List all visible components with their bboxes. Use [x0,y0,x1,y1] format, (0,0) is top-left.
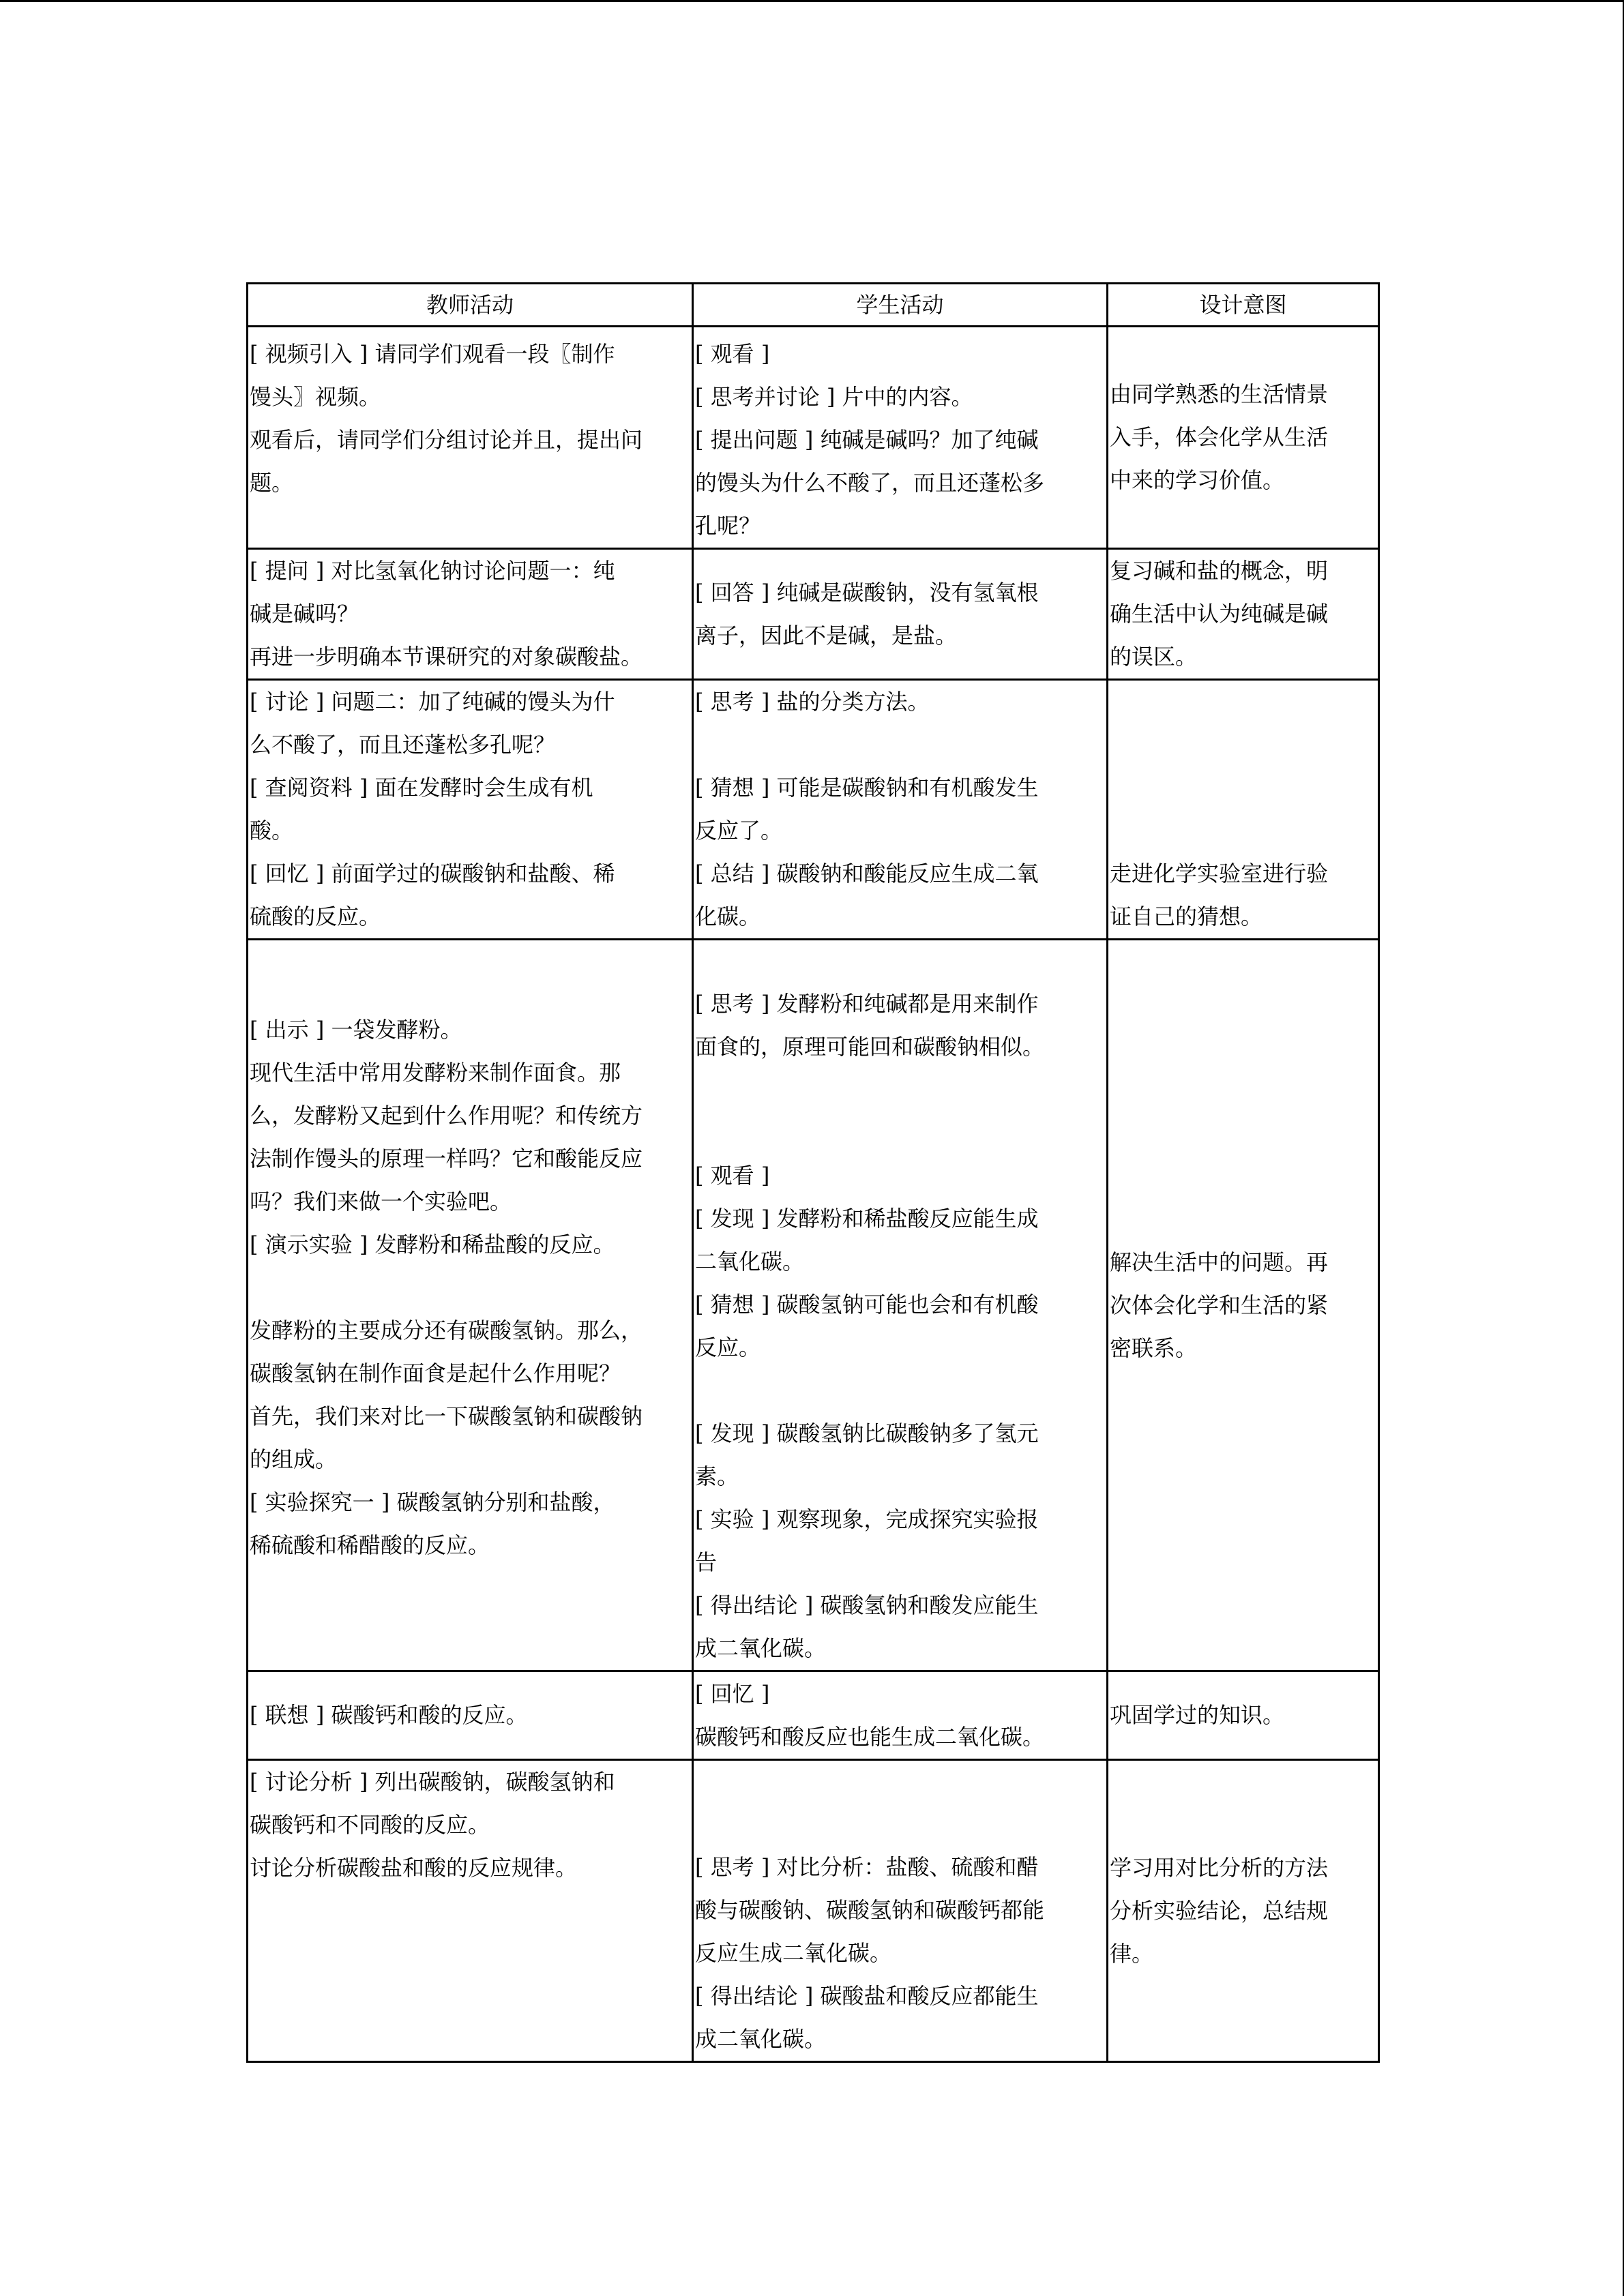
text-line: 巩固学过的知识。 [1110,1702,1285,1728]
text-line: [ 观看 ] [695,341,770,367]
teacher-activity-cell [248,940,693,1671]
teacher-activity-cell [248,1760,693,2062]
text-line: 碳酸钙和酸反应也能生成二氧化碳。 [695,1723,1045,1750]
student-activity-cell [693,1760,1108,2062]
text-line: 法制作馒头的原理一样吗？它和酸能反应 [250,1146,643,1172]
text-line: 走进化学实验室进行验 [1110,861,1329,886]
text-line: [ 出示 ] 一袋发酵粉。 [250,1017,462,1043]
text-line: 密联系。 [1110,1335,1198,1361]
text-line: [ 演示实验 ] 发酵粉和稀盐酸的反应。 [250,1232,615,1257]
text-line: 碳酸钙和不同酸的反应。 [250,1812,490,1838]
design-intent-cell [1108,1760,1379,2062]
text-line: [ 提问 ] 对比氢氧化钠讨论问题一：纯 [250,558,615,584]
design-intent-cell [1108,680,1379,940]
text-line: [ 思考 ] 盐的分类方法。 [695,689,930,715]
student-activity-cell [693,327,1108,549]
text-line: 中来的学习价值。 [1110,467,1285,493]
text-line: [ 思考并讨论 ] 片中的内容。 [695,384,973,410]
text-line: 吗？我们来做一个实验吧。 [250,1189,512,1214]
text-line: 么，发酵粉又起到什么作用呢？和传统方 [250,1103,643,1129]
text-line: 稀硫酸和稀醋酸的反应。 [250,1532,490,1558]
text-line: 素。 [695,1463,739,1489]
text-line: 孔呢？ [695,513,761,539]
student-activity-cell [693,1671,1108,1760]
text-line: 面食的，原理可能回和碳酸钠相似。 [695,1034,1045,1060]
lesson-plan-table [246,282,1380,2063]
student-activity-cell [693,680,1108,940]
text-line: 确生活中认为纯碱是碱 [1110,601,1329,627]
text-line: [ 实验探究一 ] 碳酸氢钠分别和盐酸， [250,1489,615,1515]
text-line: 成二氧化碳。 [695,1635,827,1661]
header-teacher-activity: 教师活动 [248,284,693,327]
text-line: 离子，因此不是碱，是盐。 [695,622,958,648]
text-line: [ 观看 ] [695,1163,770,1189]
text-line: 律。 [1110,1940,1154,1967]
spacer [695,1069,1105,1112]
text-line: 馒头〗视频。 [250,384,381,410]
text-line: 观看后，请同学们分组讨论并且，提出问 [250,427,643,453]
table-row [248,327,1379,549]
table-row [248,1671,1379,1760]
text-line: [ 视频引入 ] 请同学们观看一段〖制作 [250,341,615,367]
table-header-row [248,284,1379,327]
spacer [250,1266,690,1309]
text-line: [ 思考 ] 对比分析：盐酸、硫酸和醋 [695,1854,1039,1880]
table-row [248,680,1379,940]
table-row [248,549,1379,680]
text-line: 题。 [250,470,294,496]
text-line: 证自己的猜想。 [1110,904,1263,929]
teacher-activity-cell [248,680,693,940]
text-line: 二氧化碳。 [695,1249,805,1274]
text-line: 次体会化学和生活的紧 [1110,1292,1329,1318]
student-activity-cell [693,940,1108,1671]
text-line: 的误区。 [1110,644,1198,670]
text-line: 成二氧化碳。 [695,2026,827,2052]
student-activity-cell [693,549,1108,680]
teacher-activity-cell [248,327,693,549]
teacher-activity-cell [248,549,693,680]
text-line: 讨论分析碳酸盐和酸的反应规律。 [250,1855,578,1881]
text-line: 现代生活中常用发酵粉来制作面食。那 [250,1060,621,1086]
design-intent-cell [1108,940,1379,1671]
text-line: [ 得出结论 ] 碳酸盐和酸反应都能生 [695,1983,1039,2009]
page-top-border [0,0,1624,2]
design-intent-cell [1108,327,1379,549]
text-line: [ 回忆 ] [695,1680,770,1707]
text-line: 反应了。 [695,818,783,844]
text-line: [ 实验 ] 观察现象，完成探究实验报 [695,1506,1039,1532]
table-row [248,940,1379,1671]
header-student-activity: 学生活动 [693,284,1108,327]
text-line: 反应。 [695,1335,761,1360]
text-line: 么不酸了，而且还蓬松多孔呢？ [250,732,556,758]
text-line: [ 思考 ] 发酵粉和纯碱都是用来制作 [695,991,1039,1017]
text-line: 复习碱和盐的概念，明 [1110,558,1329,584]
design-intent-cell [1108,1671,1379,1760]
text-line: [ 回答 ] 纯碱是碳酸钠，没有氢氧根 [695,579,1039,606]
text-line: 酸。 [250,818,294,844]
text-line: 解决生活中的问题。再 [1110,1249,1329,1275]
text-line: [ 发现 ] 碳酸氢钠比碳酸钠多了氢元 [695,1420,1039,1446]
text-line: [ 回忆 ] 前面学过的碳酸钠和盐酸、稀 [250,861,615,886]
text-line: [ 得出结论 ] 碳酸氢钠和酸发应能生 [695,1592,1039,1618]
text-line: [ 总结 ] 碳酸钠和酸能反应生成二氧 [695,861,1039,886]
text-line: 发酵粉的主要成分还有碳酸氢钠。那么， [250,1317,643,1343]
spacer [695,1369,1105,1412]
text-line: 碱是碱吗？ [250,601,359,627]
text-line: 硫酸的反应。 [250,904,381,929]
header-design-intent: 设计意图 [1108,284,1379,327]
text-line: 告 [695,1549,718,1575]
text-line: 学习用对比分析的方法 [1110,1854,1329,1881]
text-line: 的组成。 [250,1446,338,1472]
text-line: 再进一步明确本节课研究的对象碳酸盐。 [250,644,643,670]
design-intent-cell [1108,549,1379,680]
text-line: [ 提出问题 ] 纯碱是碱吗？加了纯碱 [695,427,1039,453]
text-line: 入手，体会化学从生活 [1110,424,1329,450]
text-line: 首先，我们来对比一下碳酸氢钠和碳酸钠 [250,1403,643,1429]
text-line: [ 猜想 ] 可能是碳酸钠和有机酸发生 [695,775,1039,801]
table-row [248,1760,1379,2062]
text-line: 反应生成二氧化碳。 [695,1940,892,1966]
spacer [695,724,1105,766]
text-line: 由同学熟悉的生活情景 [1110,381,1329,407]
text-line: [ 查阅资料 ] 面在发酵时会生成有机 [250,775,593,801]
text-line: [ 联想 ] 碳酸钙和酸的反应。 [250,1702,528,1728]
text-line: [ 讨论分析 ] 列出碳酸钠，碳酸氢钠和 [250,1769,615,1795]
text-line: 酸与碳酸钠、碳酸氢钠和碳酸钙都能 [695,1897,1045,1923]
text-line: [ 讨论 ] 问题二：加了纯碱的馒头为什 [250,689,615,715]
teacher-activity-cell [248,1671,693,1760]
spacer [695,1112,1105,1154]
text-line: 的馒头为什么不酸了，而且还蓬松多 [695,470,1045,496]
text-line: [ 发现 ] 发酵粉和稀盐酸反应能生成 [695,1206,1039,1232]
text-line: [ 猜想 ] 碳酸氢钠可能也会和有机酸 [695,1292,1039,1317]
text-line: 碳酸氢钠在制作面食是起什么作用呢？ [250,1360,621,1386]
text-line: 分析实验结论，总结规 [1110,1897,1329,1924]
text-line: 化碳。 [695,904,761,929]
